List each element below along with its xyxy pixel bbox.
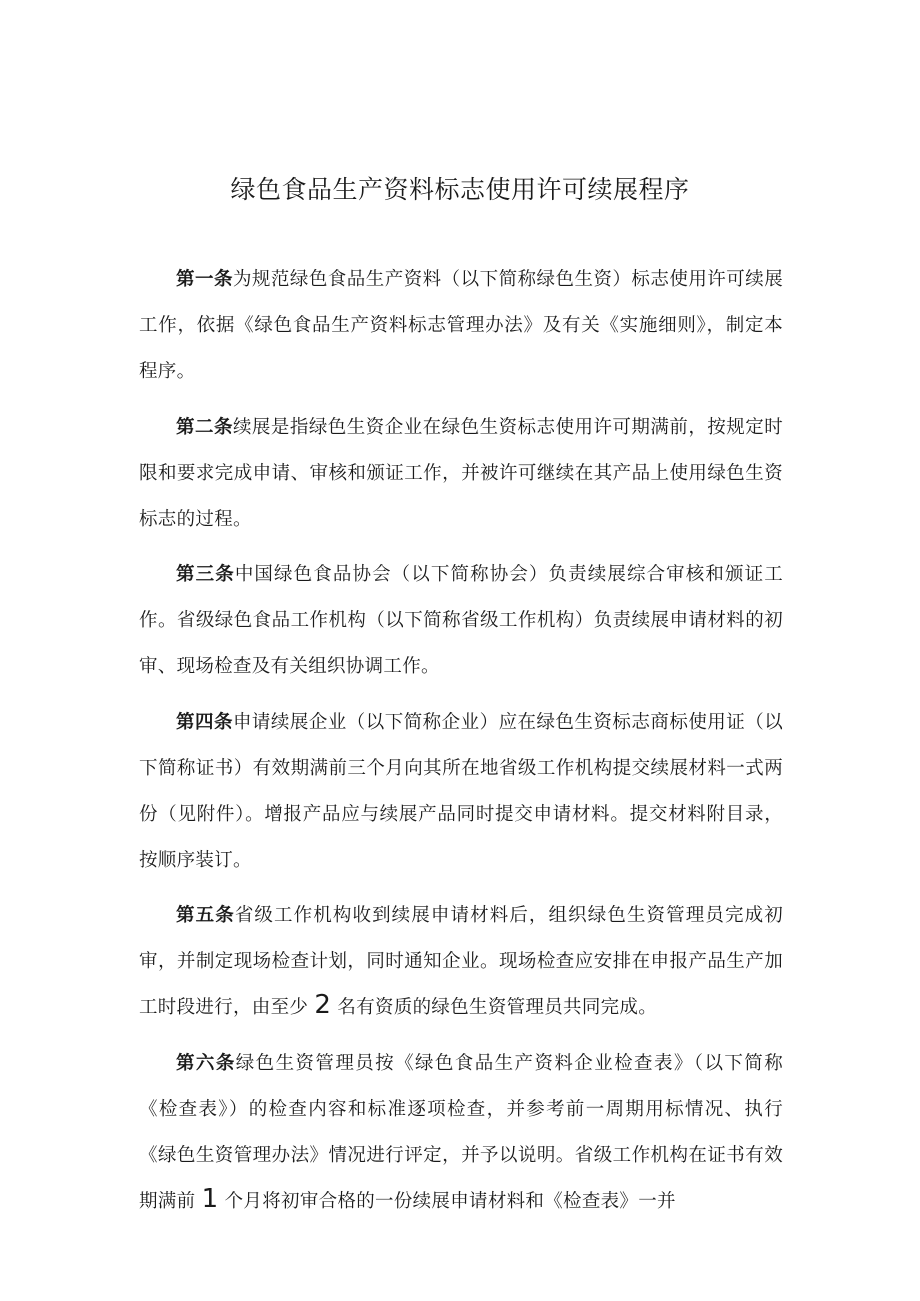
article-text: 绿色生资管理员按《绿色食品生产资料企业检查表》（以下简称《检查表》）的检查内容和标准逐项检查，并参考前一周期用标情况、执行《绿色生资管理办法》情况进行评定，并予以说明。省级工作机构在证书有效期满前: [139, 1052, 783, 1212]
article-number: 第五条: [176, 905, 235, 926]
page-title: 绿色食品生产资料标志使用许可续展程序: [230, 175, 690, 204]
article-number: 第一条: [176, 269, 233, 290]
article-number: 第三条: [176, 564, 235, 585]
article-number: 第四条: [176, 711, 233, 733]
article-text: 续展是指绿色生资企业在绿色生资标志使用许可期满前，按规定时限和要求完成申请、审核和颁证工作，并被许可继续在其产品上使用绿色生资标志的过程。: [139, 416, 784, 530]
article-text-continued: 个月将初审合格的一份续展申请材料和《检查表》一并: [224, 1190, 676, 1212]
inline-number: 1: [201, 1183, 219, 1214]
inline-number: 2: [314, 990, 332, 1020]
article-text: 为规范绿色食品生产资料（以下简称绿色生资）标志使用许可续展工作，依据《绿色食品生产资料标志管理办法》及有关《实施细则》，制定本程序。: [139, 269, 784, 382]
article-4: [139, 700, 783, 884]
article-1: [139, 257, 783, 395]
document-body: [139, 257, 783, 1234]
article-6: [139, 1041, 783, 1225]
article-text-continued: 名有资质的绿色生资管理员共同完成。: [337, 997, 658, 1018]
article-5: [139, 893, 783, 1031]
article-2: [139, 405, 783, 543]
article-number: 第二条: [176, 416, 233, 438]
article-3: [139, 552, 783, 690]
article-number: 第六条: [176, 1052, 236, 1074]
article-text: 中国绿色食品协会（以下简称协会）负责续展综合审核和颁证工作。省级绿色食品工作机构（以下简称省级工作机构）负责续展申请材料的初审、现场检查及有关组织协调工作。: [139, 564, 783, 677]
article-text: 申请续展企业（以下简称企业）应在绿色生资标志商标使用证（以下简称证书）有效期满前三个月向其所在地省级工作机构提交续展材料一式两份（见附件）。增报产品应与续展产品同时提交申请材料。提交材料附目录，按顺序装订。: [139, 711, 784, 871]
article-text: 省级工作机构收到续展申请材料后，组织绿色生资管理员完成初审，并制定现场检查计划，同时通知企业。现场检查应安排在申报产品生产加工时段进行，由至少: [139, 905, 783, 1018]
